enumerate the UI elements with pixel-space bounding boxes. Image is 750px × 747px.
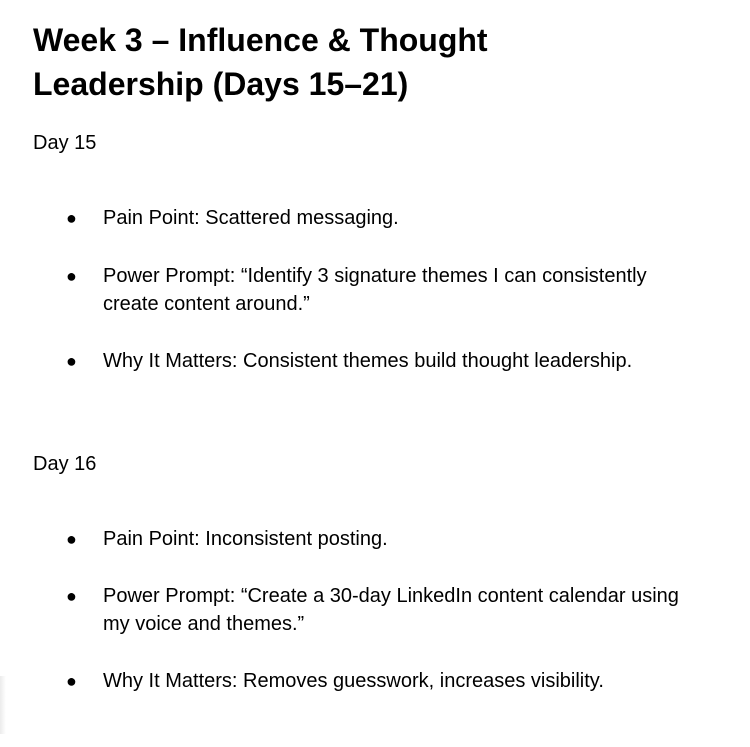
page-title: Week 3 – Influence & Thought Leadership (Days 15–21) [33,22,488,102]
list-item-text: Power Prompt: “Create a 30-day LinkedIn content calendar using my voice and themes.” [103,585,679,635]
page-edge-shadow [0,676,6,734]
list-item-text: Pain Point: Inconsistent posting. [103,528,388,550]
list-item-text: Power Prompt: “Identify 3 signature themes I can consistently create content around.” [103,265,647,315]
day-heading: Day 15 [33,132,97,154]
day-heading: Day 16 [33,453,97,475]
bullet-icon: ● [66,208,77,228]
bullet-icon: ● [66,266,77,286]
bullet-icon: ● [66,529,77,549]
list-item-text: Pain Point: Scattered messaging. [103,207,399,229]
list-item-text: Why It Matters: Removes guesswork, increases visibility. [103,670,604,692]
bullet-icon: ● [66,351,77,371]
bullet-icon: ● [66,671,77,691]
bullet-icon: ● [66,586,77,606]
list-item-text: Why It Matters: Consistent themes build thought leadership. [103,350,633,372]
